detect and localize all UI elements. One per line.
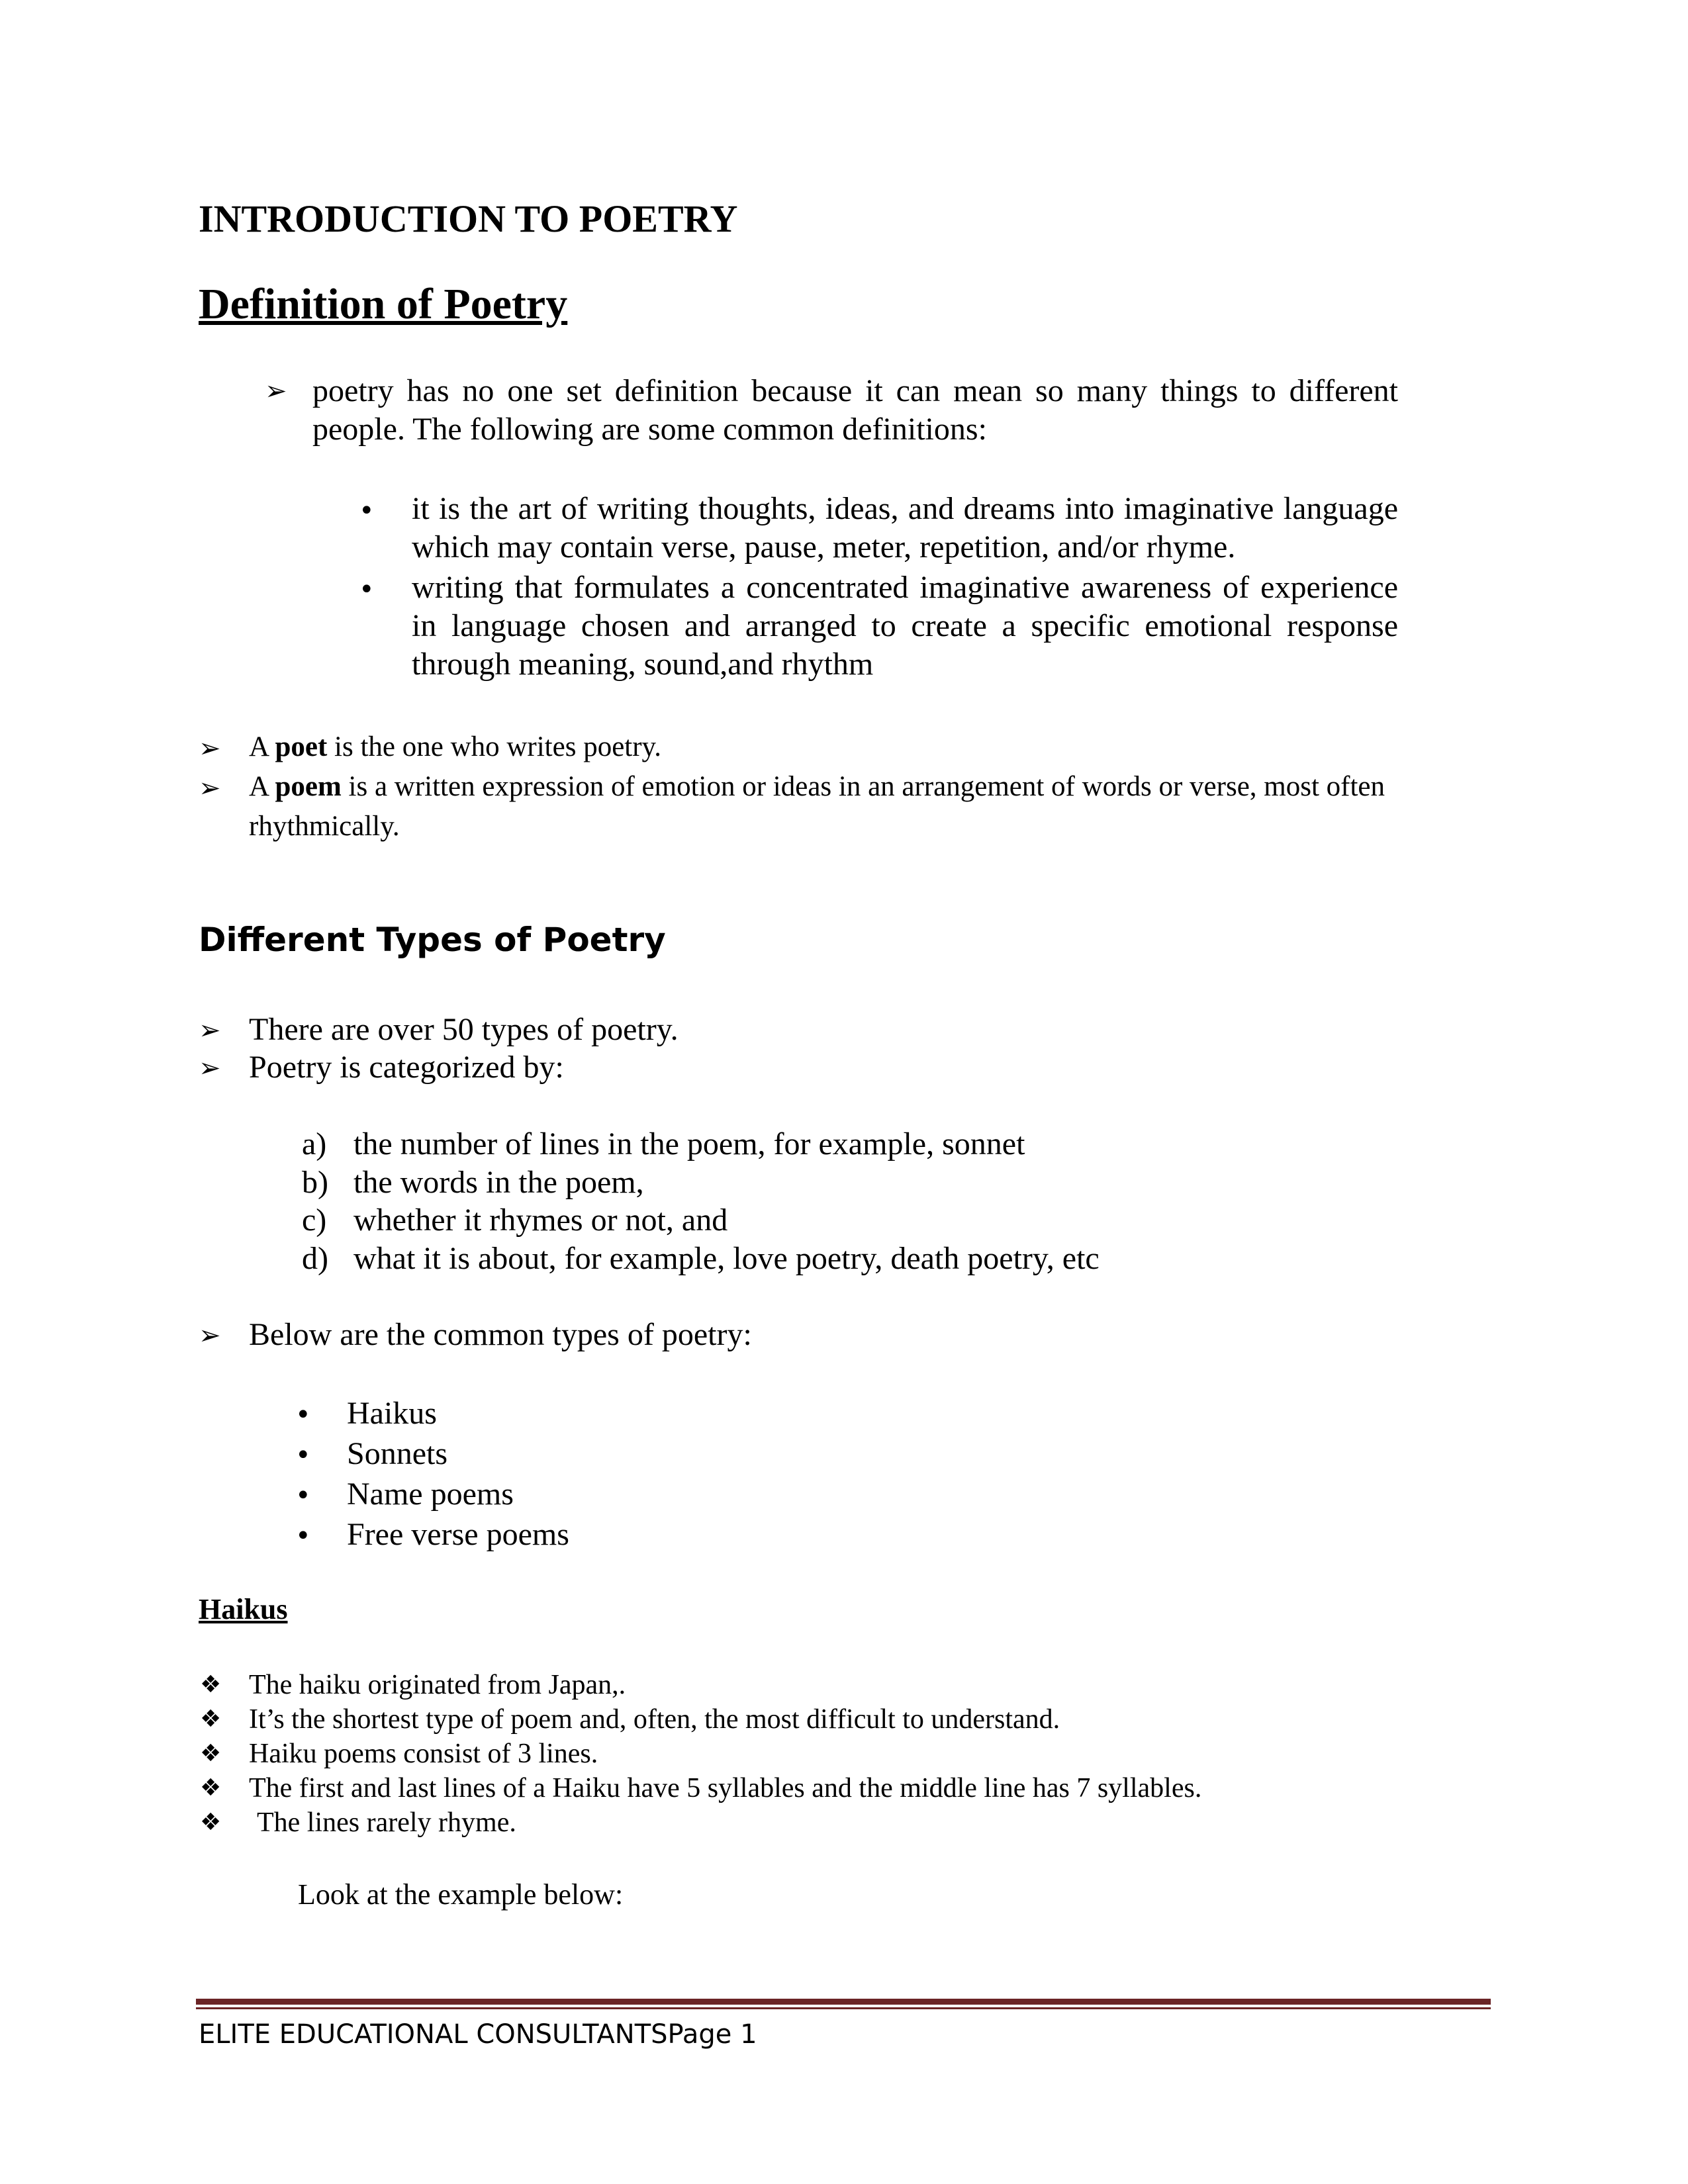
common-type-name-poems: Name poems <box>347 1477 514 1512</box>
dot-bullet-icon: • <box>359 496 375 526</box>
definition-item-1: it is the art of writing thoughts, ideas, and dreams into imaginative language which may contain verse, pause, meter, repetition, and/or rhyme. <box>412 491 1398 565</box>
types-heading: Different Types of Poetry <box>199 921 666 959</box>
category-label-d: d) <box>302 1241 328 1276</box>
diamond-bullet-icon: ❖ <box>200 1706 222 1733</box>
category-text-b: the words in the poem, <box>353 1165 644 1200</box>
diamond-bullet-icon: ❖ <box>200 1740 222 1767</box>
category-label-c: c) <box>302 1203 327 1238</box>
diamond-bullet-icon: ❖ <box>200 1671 222 1698</box>
definition-intro: poetry has no one set definition because it can mean so many things to different people. The following are some common definitions: <box>312 373 1398 447</box>
dot-bullet-icon: • <box>295 1440 311 1471</box>
arrow-bullet-icon: ➢ <box>199 1015 221 1046</box>
poem-rest: is a written expression of emotion or ideas in an arrangement of words or verse, most often rhythmically. <box>249 771 1385 842</box>
page-title: INTRODUCTION TO POETRY <box>199 197 738 240</box>
poet-term: poet <box>275 731 328 762</box>
poet-prefix: A <box>249 731 275 762</box>
dot-bullet-icon: • <box>295 1400 311 1430</box>
haiku-point-3: Haiku poems consist of 3 lines. <box>249 1739 598 1769</box>
arrow-bullet-icon: ➢ <box>199 1320 221 1351</box>
arrow-bullet-icon: ➢ <box>199 1053 221 1083</box>
arrow-bullet-icon: ➢ <box>199 773 221 803</box>
common-type-haikus: Haikus <box>347 1396 437 1431</box>
footer-text: ELITE EDUCATIONAL CONSULTANTSPage 1 <box>199 2019 757 2050</box>
poet-definition <box>249 727 1487 767</box>
haikus-heading: Haikus <box>199 1593 288 1625</box>
dot-bullet-icon: • <box>359 574 375 605</box>
haiku-point-4: The first and last lines of a Haiku have 5 syllables and the middle line has 7 syllables. <box>249 1773 1202 1803</box>
footer-rule-thin <box>196 2007 1491 2009</box>
category-text-a: the number of lines in the poem, for example, sonnet <box>353 1126 1025 1161</box>
poet-rest: is the one who writes poetry. <box>327 731 662 762</box>
types-bullet-2: Poetry is categorized by: <box>249 1050 564 1085</box>
poem-definition <box>249 767 1480 846</box>
common-type-free-verse: Free verse poems <box>347 1517 569 1552</box>
dot-bullet-icon: • <box>295 1480 311 1511</box>
category-text-c: whether it rhymes or not, and <box>353 1203 728 1238</box>
common-types-intro: Below are the common types of poetry: <box>249 1317 752 1352</box>
category-text-d: what it is about, for example, love poetry, death poetry, etc <box>353 1241 1100 1276</box>
types-bullet-1: There are over 50 types of poetry. <box>249 1012 679 1047</box>
haiku-example-intro: Look at the example below: <box>298 1878 624 1911</box>
category-label-b: b) <box>302 1165 328 1200</box>
arrow-bullet-icon: ➢ <box>199 733 221 764</box>
common-type-sonnets: Sonnets <box>347 1436 448 1471</box>
poem-term: poem <box>275 771 342 802</box>
definition-heading: Definition of Poetry <box>199 280 568 328</box>
diamond-bullet-icon: ❖ <box>200 1809 222 1836</box>
category-label-a: a) <box>302 1126 327 1161</box>
diamond-bullet-icon: ❖ <box>200 1774 222 1801</box>
poem-prefix: A <box>249 771 275 802</box>
footer-rule <box>196 1999 1491 2005</box>
dot-bullet-icon: • <box>295 1521 311 1551</box>
arrow-bullet-icon: ➢ <box>265 376 287 406</box>
haiku-point-2: It’s the shortest type of poem and, often, the most difficult to understand. <box>249 1704 1060 1735</box>
definition-item-2: writing that formulates a concentrated imaginative awareness of experience in language chosen and arranged to create a specific emotional response through meaning, sound,and rhythm <box>412 570 1398 682</box>
haiku-point-5: The lines rarely rhyme. <box>257 1807 516 1838</box>
haiku-point-1: The haiku originated from Japan,. <box>249 1670 626 1700</box>
